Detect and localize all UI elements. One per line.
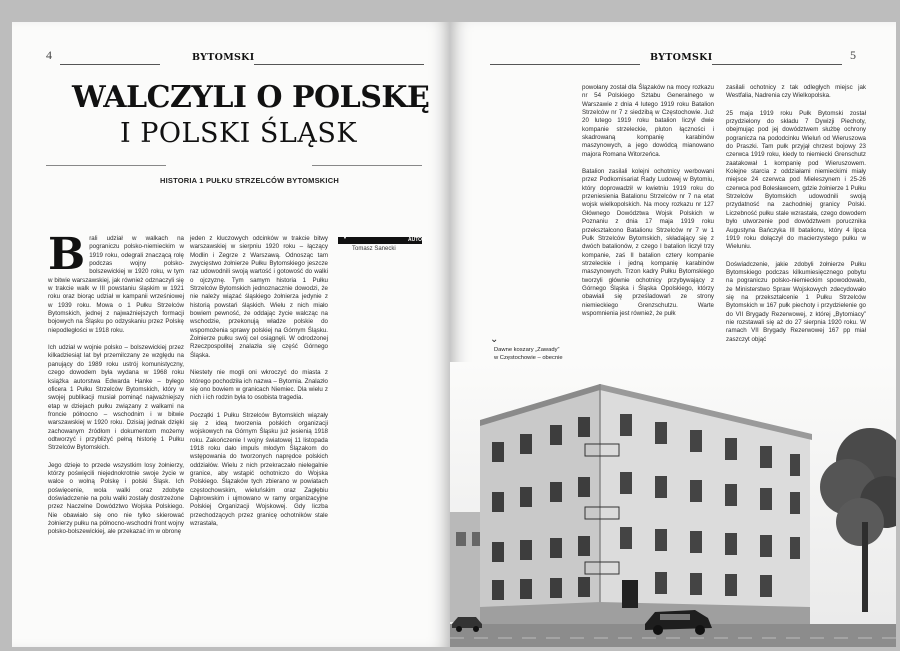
author-label: AUTOR	[408, 237, 426, 243]
page-number-right: 5	[850, 48, 856, 62]
chevron-down-icon: ▼	[342, 235, 348, 241]
paragraph: zasilali ochotnicy z tak odległych miejsc jak Westfalia, Nadrenia czy Wielkopolska.	[726, 84, 866, 100]
paragraph: Niestety nie mogli oni wkroczyć do miasta z którego pochodziła ich nazwa – Bytomia. Znalazło się ono bowiem w granicach Niemiec. Dla wielu z nich i ich rodzin była to osobista tragedia.	[190, 369, 328, 402]
header-rule	[490, 64, 640, 65]
header-rule	[254, 64, 424, 65]
paragraph: Doświadczenie, jakie zdobyli żołnierze Pułku Bytomskiego podczas kilkumiesięcznego pobytu na pograniczu polsko-niemieckim spowodowało, że Ministerstwo Spraw Wojskowych zdecydowało się na przekształcenie 1 Pułku Strzelców Bytomskich w 167 pułk piechoty i przydzielenie go do VII Brygady Rezerwowej, z której „Bytomiacy” nie rozstawali się aż do 27 sierpnia 1920 roku. W ramach VII Brygady Rezerwowej 167 pp miał zaszczyt objąć	[726, 260, 866, 343]
header-rule	[712, 64, 842, 65]
photo-caption: Dawne koszary „Zawady” w Częstochowie – obecnie	[494, 347, 563, 361]
text-column-1	[48, 229, 184, 635]
chevron-down-icon: ⌄	[490, 334, 499, 345]
paragraph: Batalion zasilali kolejni ochotnicy werbowani przez Podkomisariat Rady Ludowej w Bytomiu, który doprowadził w kwietniu 1919 roku do przeniesienia Batalionu Strzelców nr 7 na etat wojsk wielkopolskich. Na mocy rozkazu nr 127 Głównego Dowództwa Wojsk Polskich w Poznaniu z dnia 17 maja 1919 roku przekształcono Batalionu Strzelców nr 7 w 1 Pułk Strzelców Bytomskich, składający się z dwóch batalionów, z czego I batalion liczył trzy kompanie, zaś II batalion cztery kompanie strzeleckie i jedną kompanię karabinów maszynowych. Trzon kadry Pułku Bytomskiego tworzyli głównie ochotnicy przybywający z Górnego Śląska i Śląska Opolskiego, którzy obawiali się prześladowań ze strony niemieckiego Grenzschutzu. Warte wspomnienia jest również, że pułk	[582, 168, 714, 317]
paragraph	[48, 229, 184, 335]
paragraph: 25 maja 1919 roku Pułk Bytomski został przydzielony do składu 7 Dywizji Piechoty, obejmując pod jej dowództwem służbę ochrony pogranicza na pododcinku Wieluń od Wieruszowa do Praszki. Tam pułk przyjął chrzest bojowy 23 czerwca 1919 roku, kiedy to niemiecki Grenschutz zaatakował 1 kompanię pod Wieruszowem. Kolejne starcia z oddziałami niemieckimi miały miejsce 24 czerwca pod Mieleszynem i 25-26 czerwca pod Bolesławcem, gdzie żołnierze 1 Pułku Strzelców Bytomskich udowodnili swoją przydatność na zachodniej granicy Polski. Liczebność pułku stale wzrastała, czego dowodem było utworzenie pod dowództwem porucznika Augustyna Bańczyka III batalionu, który 4 lipca 1919 roku dołączył do macierzystego pułku w Wieluniu.	[726, 109, 866, 251]
paragraph: jeden z kluczowych odcinków w trakcie bitwy warszawskiej w sierpniu 1920 roku – łączący Modlin i Zegrze z Warszawą. Odnosząc tam zwycięstwo żołnierze Pułku Bytomskiego jeszcze raz udowodnili swoją wartość i gotowość do walki o ojczyznę. Tym samym historia 1 Pułku Strzelców Bytomskich jednoznacznie dowodzi, że nie należy wiązać śląskiego żołnierza jedynie z historią powstań śląskich. Wielu z nich miało bowiem pewność, że oddając życie walcząc na wschodzie, przekonują władze polskie do wspomożenia sprawy polskiej na Górnym Śląsku. Żołnierze pułku swój cel osiągnęli. W odrodzonej Rzeczpospolitej znalazła się część Górnego Śląska.	[190, 235, 328, 359]
paragraph-text: rali udział w walkach na pograniczu polsko-niemieckim w 1919 roku, odegrali znaczącą rolę podczas wojny polsko-bolszewickiej w 1920 roku, w tym w bitwie warszawskiej, jak również odznaczyli się w trakcie walk w III powstaniu śląskim w 1921 roku oraz biorąc udział w kampanii wrześniowej w 1939 roku. Mowa o 1 Pułku Strzelców Bytomskich, jednej z najważniejszych formacji bojowych na Śląsku po odzyskaniu przez Polskę niepodległości w 1918 roku.	[48, 235, 184, 334]
header-rule	[60, 64, 160, 65]
paragraph: powołany został dla Ślązaków na mocy rozkazu nr 54 Polskiego Sztabu Generalnego w Warszawie z dnia 4 lutego 1919 roku Batalion Strzelców nr 7 z siedzibą w Częstochowie. Już 20 lutego 1919 roku batalion liczył dwie kompanie strzeleckie, pluton łączności i skadrowaną kompanię karabinów maszynowych, a jego dowódcą mianowano majora Romana Witorzeńca.	[582, 84, 714, 158]
right-page	[450, 22, 896, 647]
author-name: Tomasz Sanecki	[352, 246, 396, 252]
drop-cap: B	[48, 229, 86, 280]
masthead: BYTOMSKI	[650, 52, 713, 63]
article-title-line1: WALCZYLI O POLSKĘ	[72, 80, 430, 115]
paragraph: Ich udział w wojnie polsko – bolszewickiej przez kilkadziesiąt lat był przemilczany ze względu na panujący do 1989 roku ustrój komunistyczny, czego dowodem była wydana w 1968 roku książka autorstwa Edwarda Hanke – byłego oficera 1 Pułku Strzelców Bytomskich, który w swojej publikacji musiał pominąć najważniejszy etap w dziejach pułku związany z walkami na froncie północno – wschodnim i w bitwie warszawskiej w 1920 roku. Dzisiaj jednak dzięki zachowanym źródłom i dokumentom możemy odtworzyć i przybliżyć pełną historię 1 Pułku Strzelców Bytomskich.	[48, 344, 184, 452]
text-column-2	[190, 235, 328, 635]
article-subtitle: HISTORIA 1 PUŁKU STRZELCÓW BYTOMSKICH	[160, 176, 339, 185]
left-page	[12, 22, 450, 647]
title-rule	[46, 165, 166, 166]
paragraph: Początki 1 Pułku Strzelców Bytomskich wiązały się z ideą tworzenia polskich organizacji wojskowych na Górnym Śląsku już jesienią 1918 roku. Zakończenie I wojny światowej 11 listopada 1918 roku dało impuls młodym Ślązakom do wstępowania do tworzonych naprędce polskich oddziałów. Wielu z nich przekraczało nielegalnie granice, aby wstąpić ochotniczo do Wojska Polskiego. Ślązaków tych zbierano w powiatach częstochowskim, wieluńskim oraz Zagłębiu Dąbrowskim i ujmowano w ramy organizacyjne Polskiej Organizacji Wojskowej. Gdy liczba przechodzących przez granicę ochotników stale wzrastała,	[190, 411, 328, 527]
masthead: BYTOMSKI	[192, 52, 255, 63]
barracks-photo	[450, 362, 896, 647]
article-title-line2: I POLSKI ŚLĄSK	[120, 118, 357, 149]
paragraph: Jego dzieje to przede wszystkim losy żołnierzy, którzy poświęcili niejednokrotnie swoje życie w walce o wolną Polskę i polski Śląsk. Ich poświęcenie, wola walki oraz zdobyte doświadczenie na polu walki zostały dostrzeżone przez Naczelne Dowództwo Wojska Polskiego. Nie obawiało się ono nie tylko skierować żołnierzy pułku na północno-wschodni front wojny polsko-bolszewickiej, ale przekazać im w obronę	[48, 461, 184, 536]
page-number-left: 4	[46, 48, 52, 62]
title-rule	[312, 165, 422, 166]
